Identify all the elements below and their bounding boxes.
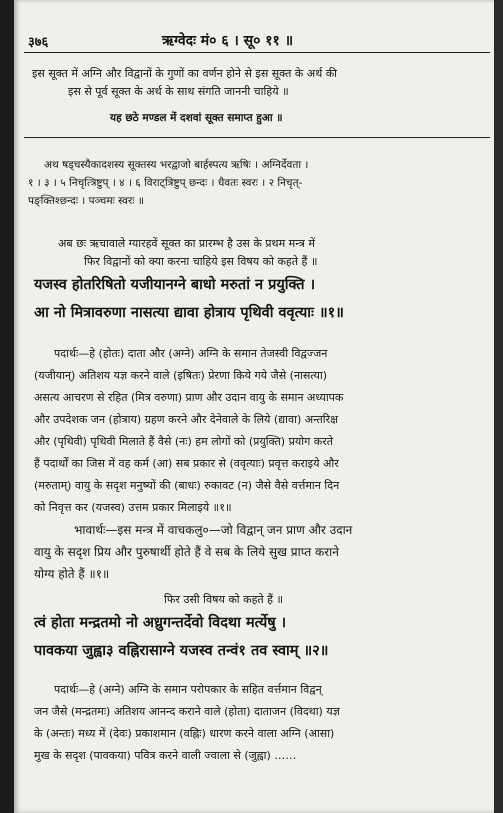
padartha-1-line: को निवृत्त कर (यजस्व) उत्तम प्रकार मिलाइये ॥१॥: [34, 501, 232, 514]
padartha-1-line: असत्य आचरण से रहित (मित्र वरुणा) प्राण और उदान वायु के समान अध्यापक: [34, 391, 344, 404]
subject-note: फिर उसी विषय को कहते हैं ॥: [164, 593, 284, 606]
mantra-2-line-2: पावकया जुह्वा३ वह्निरासाग्ने यजस्व तन्वं१ तव स्वाम् ॥२॥: [34, 642, 329, 659]
mantra-1-line-2: आ नो मित्रावरुणा नासत्या द्यावा होत्राय पृथिवी ववृत्याः ॥१॥: [34, 304, 344, 321]
section-end-note: यह छठे मण्डल में दशवां सूक्त समाप्त हुआ ॥: [110, 112, 283, 124]
intro-line-1: इस सूक्त में अग्नि और विद्वानों के गुणों का वर्णन होने से इस सूक्त के अर्थ की: [32, 67, 338, 80]
intro-line-2: इस से पूर्व सूक्त के अर्थ के साथ संगति जाननी चाहिये ॥: [68, 85, 289, 98]
padartha-2-line: मुख के सदृश (पावकया) पवित्र करने वाली ज्वाला से (जुह्वा) ……: [34, 749, 297, 762]
meta-line-3: पङ्क्तिश्छन्दः । पञ्चमः स्वरः ॥: [28, 195, 145, 207]
page-number: ३७६: [28, 35, 49, 50]
padartha-1-line: हैं पदार्थों का जिस में वह कर्म (आ) सब प्रकार से (ववृत्याः) प्रवृत्त कराइये और: [34, 457, 339, 470]
padartha-1-line: (यजीयान्) अतिशय यज्ञ करने वाले (इषितः) प्रेरणा किये गये जैसे (नासत्या): [34, 369, 328, 382]
prelude-line-2: फिर विद्वानों को क्या करना चाहिये इस विषय को कहते हैं ॥: [84, 255, 318, 268]
running-title: ऋग्वेदः मं० ६ । सू० ११ ॥: [162, 33, 294, 49]
page-edge-shadow: [494, 0, 503, 813]
padartha-2-line: जन जैसे (मन्द्रतमः) अतिशय आनन्द कराने वाले (होता) दाताजन (विदथा) यज्ञ: [34, 705, 340, 718]
mantra-2-line-1: त्वं होता मन्द्रतमो नो अध्रुगन्तर्देवो विदथा मर्त्येषु ।: [34, 614, 287, 631]
divider-rule: [24, 137, 490, 138]
padartha-2-line: पदार्थः—हे (अग्ने) अग्नि के समान परोपकार के सहित वर्त्तमान विद्वन्: [54, 683, 322, 696]
prelude-line-1: अब छः ऋचावाले ग्यारहवें सूक्त का प्रारम्भ है उस के प्रथम मन्त्र में: [58, 237, 315, 250]
bhavartha-1-line: वायु के सदृश प्रिय और पुरुषार्थी होते हैं वे सब के लिये सुख प्राप्त कराने: [34, 545, 339, 559]
meta-line-2: १ । ३ । ५ निचृत्त्रिष्टुप् । ४ । ६ विराट्त्रिष्टुप् छन्दः । धैवतः स्वरः । २ निचृत्-: [28, 177, 303, 189]
header-rule: [24, 52, 490, 53]
page-header: [14, 30, 494, 50]
padartha-1-line: और उपदेशक जन (होत्राय) ग्रहण करने और देनेवाले के लिये (द्यावा) अन्तरिक्ष: [34, 413, 339, 426]
padartha-1-line: और (पृथिवी) पृथिवी मिलाते हैं वैसे (नः) हम लोगों को (प्रयुक्ति) प्रयोग करते: [34, 435, 333, 448]
meta-line-1: अथ षड्चस्यैकादशस्य सूक्तस्य भरद्वाजो बार्हस्पत्य ऋषिः । अग्निर्देवता ।: [44, 159, 309, 171]
padartha-1-line: पदार्थः—हे (होतः) दाता और (अग्ने) अग्नि के समान तेजस्वी विद्वज्जन: [54, 347, 328, 360]
scanned-page: [14, 0, 494, 813]
padartha-1-line: (मरुताम्) वायु के सदृश मनुष्यों की (बाधः) रुकावट (न) जैसे वैसे वर्त्तमान दिन: [34, 479, 340, 492]
padartha-2-line: के (अन्तः) मध्य में (देवः) प्रकाशमान (वह्निः) धारण करने वाला अग्नि (आसा): [34, 727, 335, 740]
mantra-1-line-1: यजस्व होतरिषितो यजीयानग्ने बाधो मरुतां न प्रयुक्ति ।: [34, 276, 316, 293]
bhavartha-1-line: योग्य होते हैं ॥१॥: [34, 567, 110, 581]
bhavartha-1-line: भावार्थः—इस मन्त्र में वाचकलु०—जो विद्वान् जन प्राण और उदान: [74, 523, 353, 537]
